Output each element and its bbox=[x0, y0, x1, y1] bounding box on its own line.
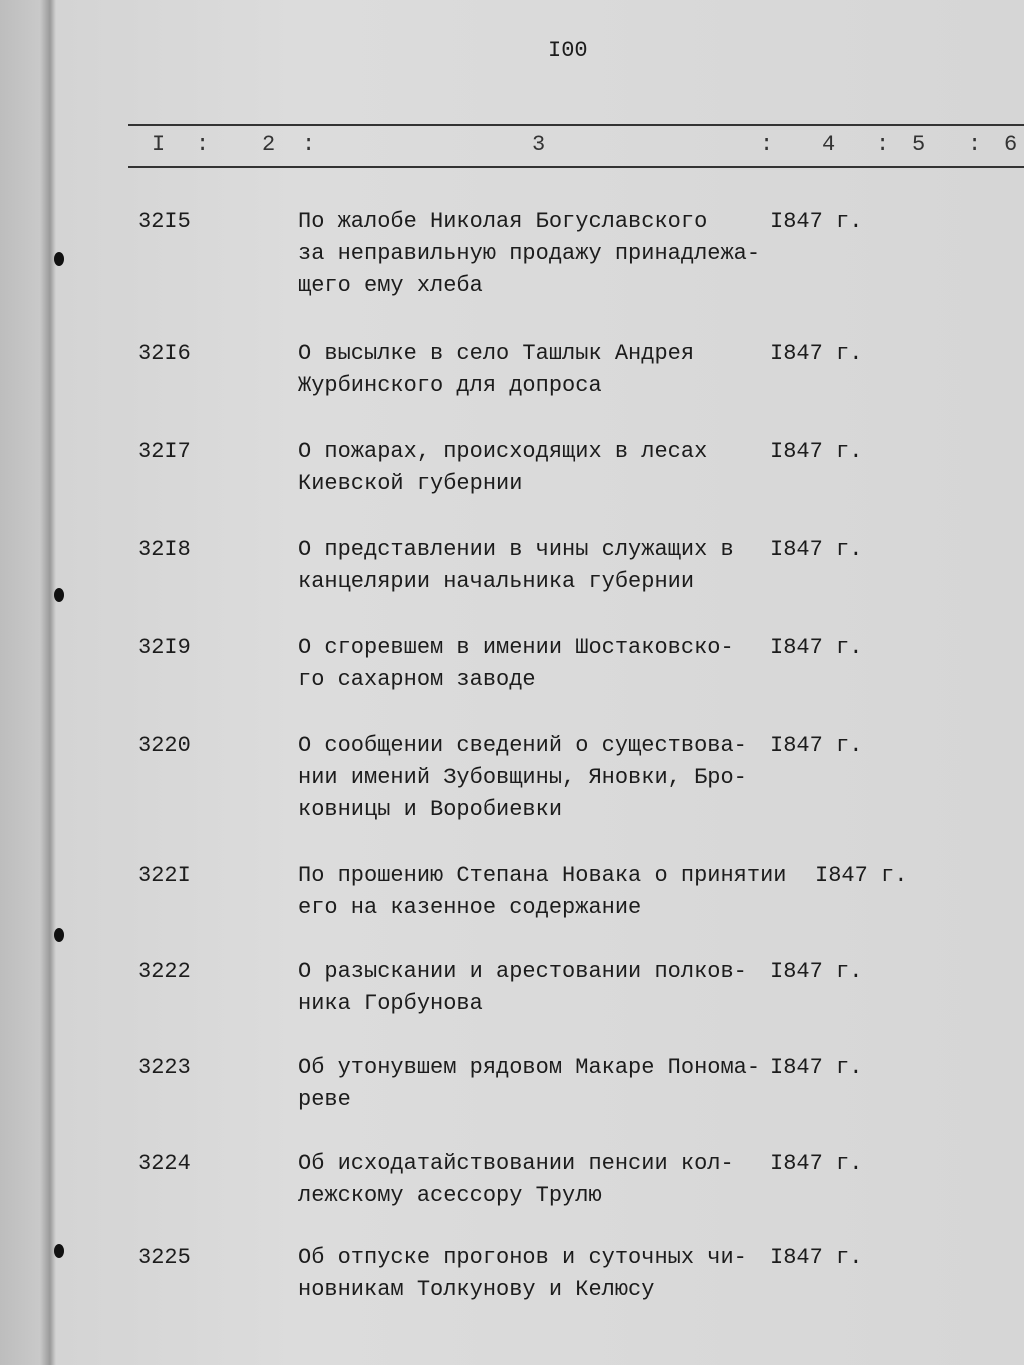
entry-line: О сообщении сведений о существова- bbox=[298, 733, 747, 758]
entry-number: 3223 bbox=[138, 1055, 191, 1080]
entry-number: 32I9 bbox=[138, 635, 191, 660]
entry-line: реве bbox=[298, 1087, 351, 1112]
header-bottom-rule bbox=[128, 166, 1024, 168]
col-5: 5 bbox=[912, 132, 926, 157]
entry-number: 32I8 bbox=[138, 537, 191, 562]
entry-line: нии имений Зубовщины, Яновки, Бро- bbox=[298, 765, 747, 790]
entry-year: I847 г. bbox=[770, 635, 863, 660]
entry-line: ника Горбунова bbox=[298, 991, 483, 1016]
entry-line: за неправильную продажу принадлежа- bbox=[298, 241, 761, 266]
entry-line: его на казенное содержание bbox=[298, 895, 642, 920]
col-sep: : bbox=[302, 132, 316, 157]
entry-description bbox=[298, 1148, 734, 1212]
entry-number: 322I bbox=[138, 863, 191, 888]
binding-hole bbox=[54, 252, 64, 266]
entry-description bbox=[298, 1052, 760, 1116]
page-number: I00 bbox=[548, 38, 588, 63]
entry-description bbox=[298, 338, 694, 402]
entry-line: О высылке в село Ташлык Андрея bbox=[298, 341, 695, 366]
entry-number: 3220 bbox=[138, 733, 191, 758]
entry-description bbox=[298, 860, 786, 924]
entry-description bbox=[298, 436, 707, 500]
entry-line: О пожарах, происходящих в лесах bbox=[298, 439, 708, 464]
entry-line: лежскому асессору Трулю bbox=[298, 1183, 602, 1208]
entry-number: 3225 bbox=[138, 1245, 191, 1270]
binding-hole bbox=[54, 1244, 64, 1258]
entry-line: По прошению Степана Новака о принятии bbox=[298, 863, 787, 888]
entry-line: О сгоревшем в имении Шостаковско- bbox=[298, 635, 734, 660]
entry-description bbox=[298, 534, 734, 598]
entry-number: 3224 bbox=[138, 1151, 191, 1176]
binding-hole bbox=[54, 928, 64, 942]
entry-description bbox=[298, 730, 747, 826]
entry-year: I847 г. bbox=[815, 863, 908, 888]
entry-year: I847 г. bbox=[770, 209, 863, 234]
entry-line: канцелярии начальника губернии bbox=[298, 569, 695, 594]
entry-line: го сахарном заводе bbox=[298, 667, 536, 692]
header-top-rule bbox=[128, 124, 1024, 126]
entry-line: Журбинского для допроса bbox=[298, 373, 602, 398]
binding-hole bbox=[54, 588, 64, 602]
entry-number: 3222 bbox=[138, 959, 191, 984]
entry-year: I847 г. bbox=[770, 1245, 863, 1270]
col-3: 3 bbox=[532, 132, 546, 157]
entry-description bbox=[298, 632, 734, 696]
entry-line: Об исходатайствовании пенсии кол- bbox=[298, 1151, 734, 1176]
entry-description bbox=[298, 206, 760, 302]
col-sep: : bbox=[968, 132, 982, 157]
entry-line: ковницы и Воробиевки bbox=[298, 797, 563, 822]
col-2: 2 bbox=[262, 132, 276, 157]
entry-year: I847 г. bbox=[770, 733, 863, 758]
entry-line: Киевской губернии bbox=[298, 471, 523, 496]
entry-line: щего ему хлеба bbox=[298, 273, 483, 298]
entry-year: I847 г. bbox=[770, 959, 863, 984]
entry-number: 32I6 bbox=[138, 341, 191, 366]
entry-description bbox=[298, 1242, 747, 1306]
entry-year: I847 г. bbox=[770, 439, 863, 464]
entry-line: О представлении в чины служащих в bbox=[298, 537, 734, 562]
entry-year: I847 г. bbox=[770, 1055, 863, 1080]
entry-year: I847 г. bbox=[770, 537, 863, 562]
entry-line: По жалобе Николая Богуславского bbox=[298, 209, 708, 234]
entry-description bbox=[298, 956, 747, 1020]
entry-line: Об утонувшем рядовом Макаре Понома- bbox=[298, 1055, 761, 1080]
col-sep: : bbox=[760, 132, 774, 157]
col-sep: : bbox=[196, 132, 210, 157]
entry-year: I847 г. bbox=[770, 1151, 863, 1176]
entry-year: I847 г. bbox=[770, 341, 863, 366]
entry-line: Об отпуске прогонов и суточных чи- bbox=[298, 1245, 747, 1270]
col-sep: : bbox=[876, 132, 890, 157]
entry-line: новникам Толкунову и Келюсу bbox=[298, 1277, 655, 1302]
col-1: I bbox=[152, 132, 166, 157]
entry-line: О разыскании и арестовании полков- bbox=[298, 959, 747, 984]
entry-number: 32I5 bbox=[138, 209, 191, 234]
entry-number: 32I7 bbox=[138, 439, 191, 464]
col-4: 4 bbox=[822, 132, 836, 157]
col-6: 6 bbox=[1004, 132, 1018, 157]
